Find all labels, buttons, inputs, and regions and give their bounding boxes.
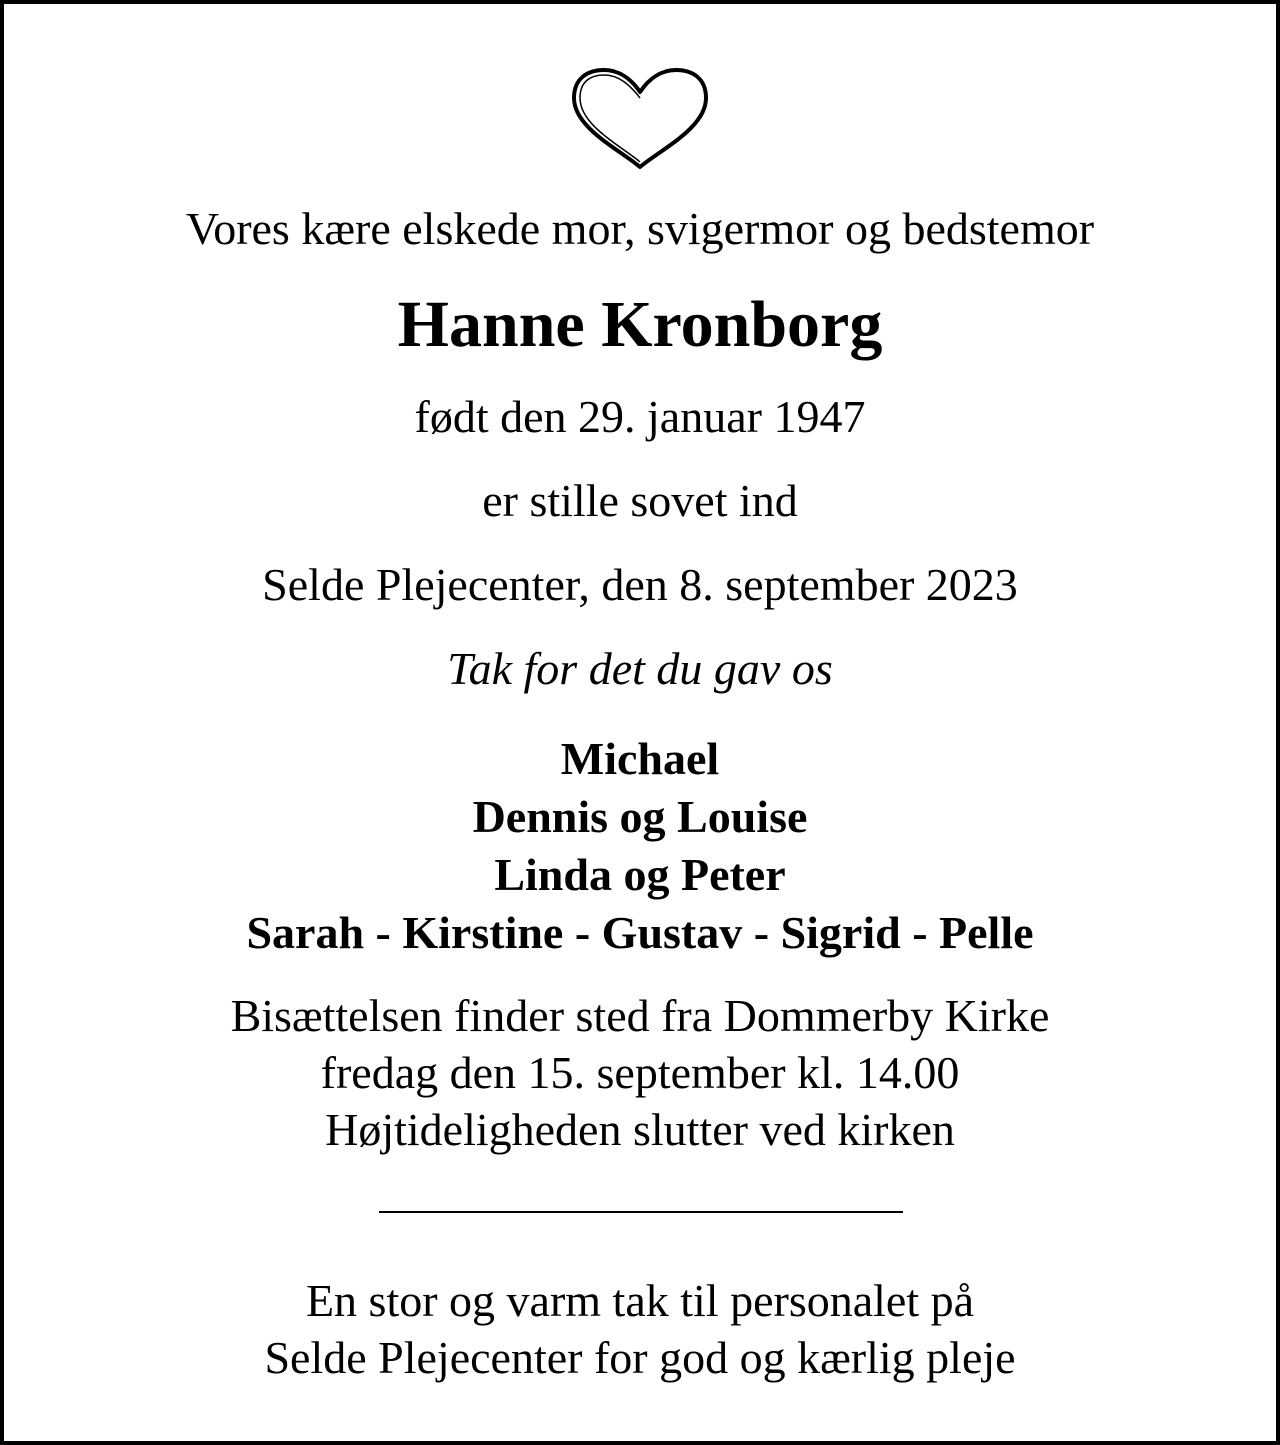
service-info bbox=[0, 987, 1280, 1158]
passed-text: er stille sovet ind bbox=[482, 475, 798, 526]
mourners-list bbox=[0, 730, 1280, 962]
divider-line bbox=[379, 1211, 903, 1213]
closing-thanks bbox=[0, 1272, 1280, 1386]
service-line: fredag den 15. september kl. 14.00 bbox=[320, 1047, 960, 1098]
heart-outline-icon bbox=[566, 64, 714, 170]
intro-text: Vores kære elskede mor, svigermor og bedstemor bbox=[185, 203, 1095, 254]
mourner-line: Dennis og Louise bbox=[472, 791, 808, 842]
service-line: Bisættelsen finder sted fra Dommerby Kirke bbox=[230, 990, 1050, 1041]
closing-line: Selde Plejecenter for god og kærlig pleje bbox=[264, 1332, 1016, 1383]
thanks-line: Tak for det du gav os bbox=[447, 643, 833, 694]
place-and-date: Selde Plejecenter, den 8. september 2023 bbox=[262, 559, 1018, 610]
mourner-line: Sarah - Kirstine - Gustav - Sigrid - Pelle bbox=[246, 907, 1034, 958]
mourner-line: Michael bbox=[560, 733, 720, 784]
service-line: Højtideligheden slutter ved kirken bbox=[325, 1104, 955, 1155]
closing-line: En stor og varm tak til personalet på bbox=[305, 1275, 975, 1326]
birth-date: født den 29. januar 1947 bbox=[414, 391, 866, 442]
deceased-name: Hanne Kronborg bbox=[397, 288, 883, 361]
mourner-line: Linda og Peter bbox=[494, 849, 786, 900]
